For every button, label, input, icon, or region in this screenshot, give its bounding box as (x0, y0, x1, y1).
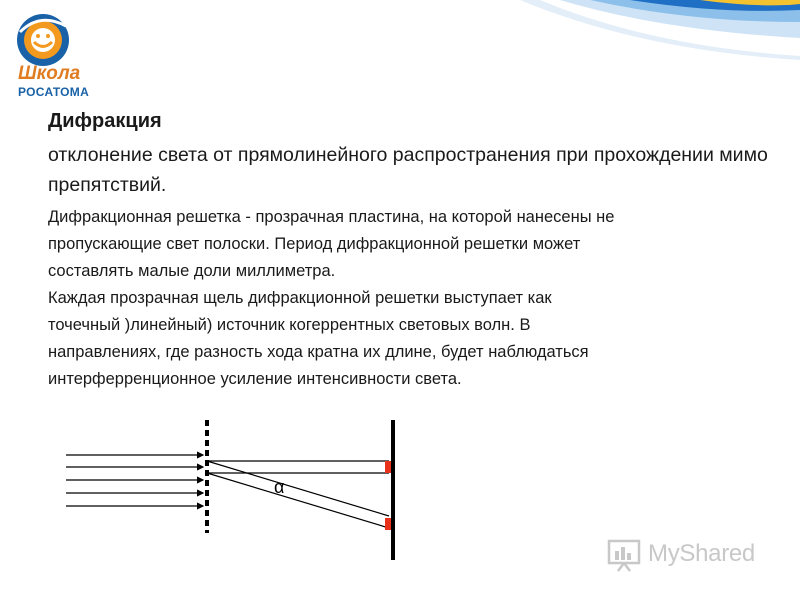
maximum-marker (385, 461, 391, 473)
body-text (48, 204, 768, 393)
paragraph-line: точечный )линейный) источник когеррентных световых волн. В (48, 316, 531, 334)
angle-label: α (274, 477, 285, 497)
header-decoration (0, 0, 800, 110)
paragraph-line: Каждая прозрачная щель дифракционной решетки выступает как (48, 289, 552, 307)
paragraph-line: составлять малые доли миллиметра. (48, 262, 336, 280)
slide-title: Дифракция (48, 110, 162, 132)
paragraph-line: пропускающие свет полоски. Период дифракционной решетки может (48, 235, 581, 253)
logo-text-school: Школа (18, 63, 81, 84)
definition-text: отклонение света от прямолинейного распространения при прохождении мимо препятствий. (48, 144, 768, 196)
diffracted-rays (207, 461, 389, 528)
paragraph-line: направлениях, где разность хода кратна их длине, будет наблюдаться (48, 343, 589, 361)
paragraph-line: Дифракционная решетка - прозрачная пластина, на которой нанесены не (48, 208, 615, 226)
watermark-text: MyShared (648, 540, 755, 567)
paragraph-line: интерферренционное усиление интенсивности света. (48, 370, 462, 388)
logo-text-rosatom: РОСАТОМА (18, 85, 90, 99)
incident-rays (66, 455, 203, 506)
maximum-marker (385, 518, 391, 530)
